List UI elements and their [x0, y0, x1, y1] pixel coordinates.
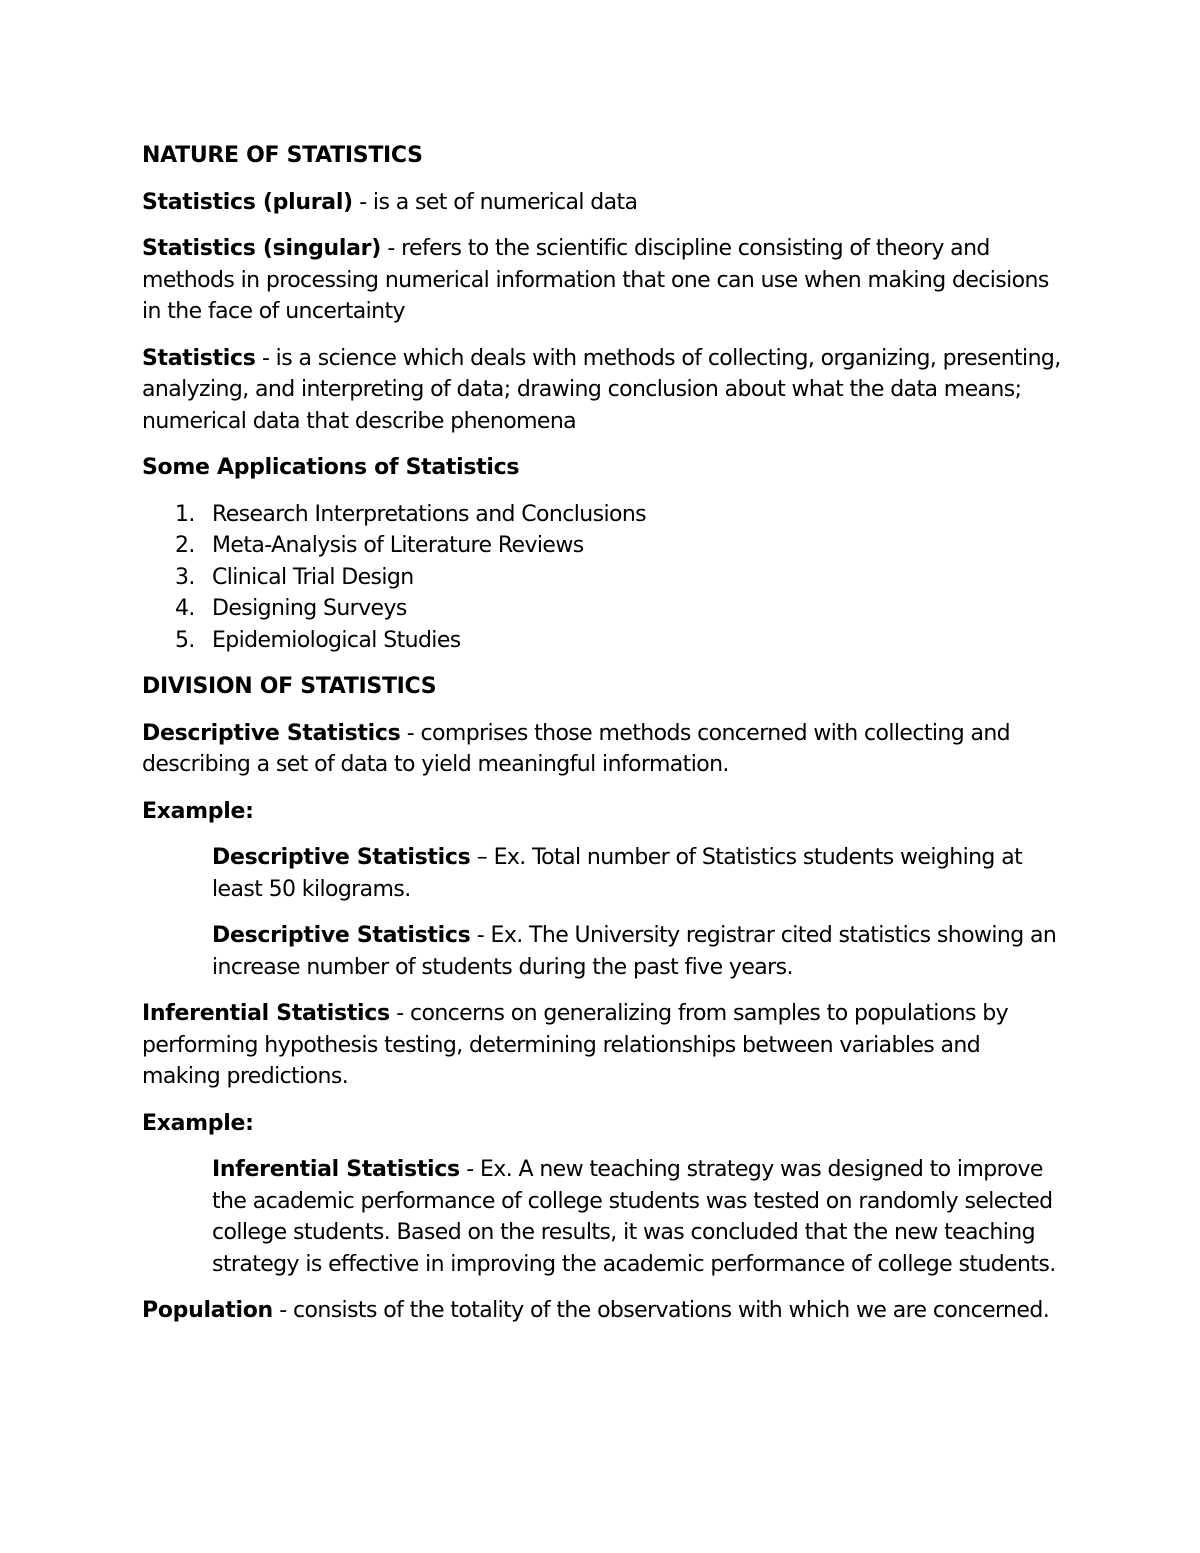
definition-text: - consists of the totality of the observations with which we are concerned.: [272, 1298, 1050, 1323]
document-page: [142, 140, 1062, 1342]
example-descriptive-1: [212, 842, 1062, 905]
list-number: 3.: [175, 564, 195, 590]
definition-text: - concerns on generalizing from samples to populations by performing hypothesis testing, determining relationships between variables and making predictions.: [142, 1001, 1009, 1089]
example-label: Example:: [142, 798, 254, 824]
list-number: 4.: [175, 596, 195, 621]
list-item: [142, 499, 1062, 531]
example-term: Descriptive Statistics: [212, 845, 471, 870]
section-heading-division: DIVISION OF STATISTICS: [142, 674, 437, 699]
list-text: Epidemiological Studies: [212, 627, 461, 653]
definition-term: Inferential Statistics: [142, 1001, 390, 1026]
definition-statistics-plural: [142, 187, 1062, 219]
list-text: Meta-Analysis of Literature Reviews: [212, 533, 584, 558]
list-text: Designing Surveys: [212, 596, 407, 621]
definition-text: - comprises those methods concerned with collecting and describing a set of data to yield meaningful information.: [142, 720, 1011, 777]
definition-text: - refers to the scientific discipline consisting of theory and methods in processing numerical information that one can use when making decisions in the face of uncertainty: [142, 236, 1049, 324]
definition-term: Descriptive Statistics: [142, 720, 401, 746]
definition-term: Statistics (singular): [142, 236, 381, 261]
definition-text: - is a science which deals with methods of collecting, organizing, presenting, analyzing, and interpreting of data; drawing conclusion about what the data means; numerical data that describe phenomena: [142, 345, 1061, 434]
list-item: [142, 593, 1062, 625]
definition-text: - is a set of numerical data: [352, 189, 638, 215]
list-number: 2.: [175, 533, 195, 558]
definition-inferential: [142, 998, 1062, 1093]
definition-term: Statistics (plural): [142, 189, 353, 215]
list-item: [142, 530, 1062, 562]
definition-term: Statistics: [142, 345, 256, 371]
example-text: – Ex. Total number of Statistics students weighing at least 50 kilograms.: [212, 845, 1023, 902]
example-term: Descriptive Statistics: [212, 923, 471, 948]
applications-heading: Some Applications of Statistics: [142, 455, 520, 480]
definition-statistics: [142, 343, 1062, 438]
definition-population: [142, 1295, 1062, 1327]
list-number: 5.: [175, 627, 195, 653]
list-item: [142, 562, 1062, 594]
example-inferential-1: [212, 1154, 1062, 1280]
example-descriptive-2: [212, 920, 1062, 983]
example-term: Inferential Statistics: [212, 1157, 460, 1182]
list-text: Clinical Trial Design: [212, 564, 414, 590]
example-text: - Ex. A new teaching strategy was designed to improve the academic performance of college students was tested on randomly selected college students. Based on the results, it was concluded that the new teaching strategy is effective in improving the academic performance of college students.: [212, 1157, 1056, 1277]
definition-descriptive: [142, 718, 1062, 781]
applications-list: [142, 499, 1062, 657]
list-text: Research Interpretations and Conclusions: [212, 501, 647, 527]
definition-term: Population: [142, 1298, 273, 1323]
list-item: [142, 625, 1062, 657]
section-heading-nature: NATURE OF STATISTICS: [142, 143, 423, 168]
example-label: Example:: [142, 1110, 254, 1136]
definition-statistics-singular: [142, 233, 1062, 328]
example-text: - Ex. The University registrar cited statistics showing an increase number of students during the past five years.: [212, 923, 1057, 980]
list-number: 1.: [175, 501, 195, 527]
